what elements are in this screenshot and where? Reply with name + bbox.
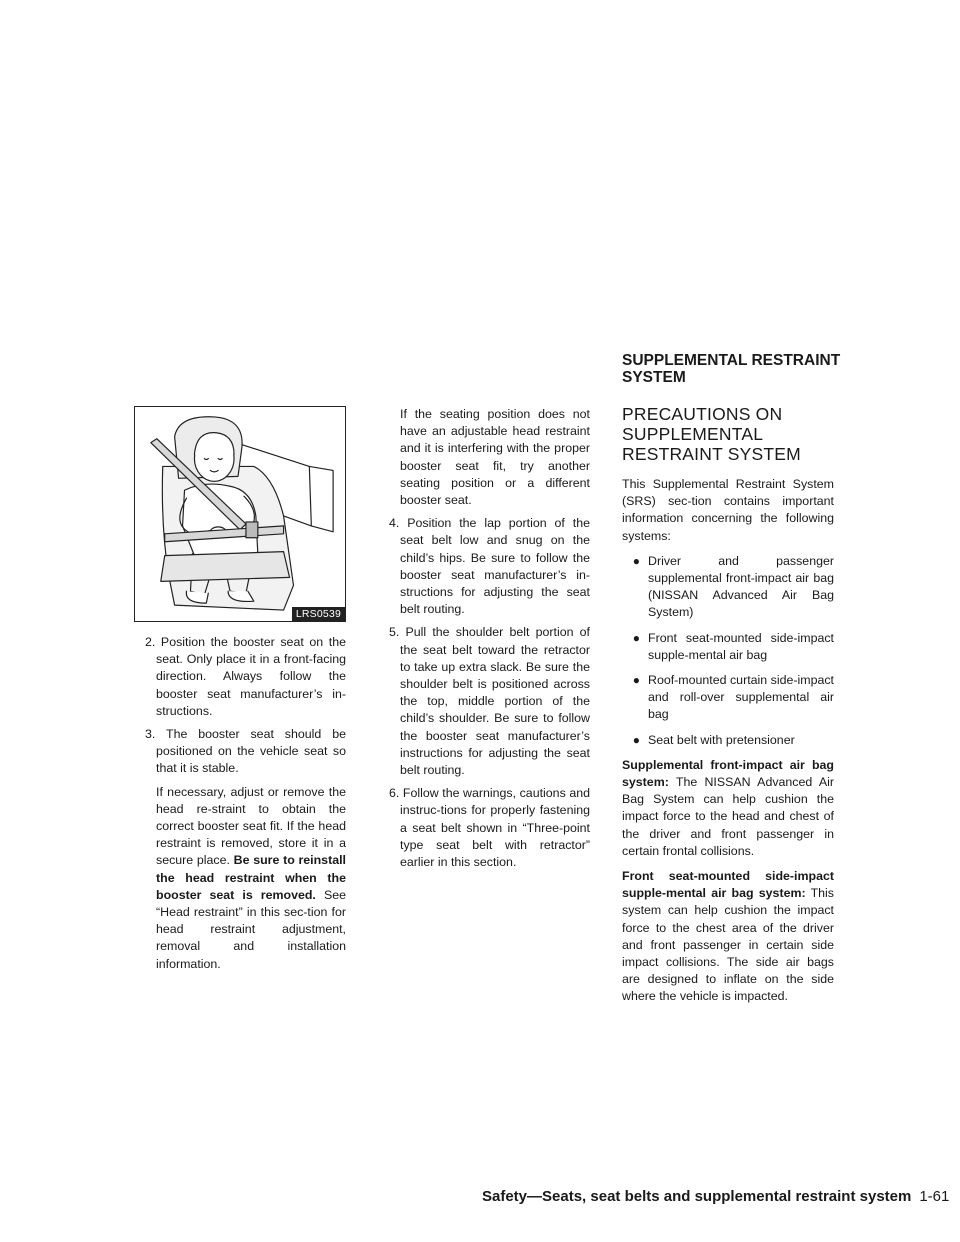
step-2 bbox=[134, 634, 346, 720]
bullet-text: Front seat-mounted side-impact supple-mental air bag bbox=[648, 630, 834, 662]
step-6 bbox=[378, 785, 590, 871]
step-2-text: 2. Position the booster seat on the seat. Only place it in a front-facing direction. Always follow the booster seat manufacturer’s in-structions. bbox=[145, 635, 346, 718]
precautions-heading: PRECAUTIONS ON SUPPLEMENTAL RESTRAINT SYSTEM bbox=[622, 404, 801, 464]
column-3 bbox=[622, 404, 834, 1006]
side-airbag-title: Front seat-mounted side-impact supple-mental air bag system: bbox=[622, 869, 834, 901]
column-2 bbox=[378, 406, 590, 877]
bullet-item bbox=[622, 553, 834, 622]
column-1 bbox=[134, 634, 346, 973]
bullet-text: Seat belt with pretensioner bbox=[648, 732, 795, 747]
side-airbag-paragraph bbox=[622, 868, 834, 1006]
step-5-text: 5. Pull the shoulder belt portion of the seat belt toward the retractor to take up extra slack. Be sure the shoulder belt is positioned across the top, middle portion of the child’s shoulder. Be sure to follow the booster seat manufacturer’s instructions for adjusting the seat belt routing. bbox=[389, 625, 590, 778]
srs-intro: This Supplemental Restraint System (SRS) sec-tion contains important information concerning the following systems: bbox=[622, 477, 834, 543]
footer-title: Safety—Seats, seat belts and supplemental restraint system bbox=[482, 1188, 912, 1205]
front-airbag-text: The NISSAN Advanced Air Bag System can help cushion the impact force to the head and chest of the driver and front passenger in certain frontal collisions. bbox=[622, 775, 834, 858]
front-airbag-title: Supplemental front-impact air bag system: bbox=[622, 757, 834, 790]
child-booster-seat-drawing bbox=[135, 407, 345, 621]
step-3-detail bbox=[134, 784, 346, 973]
bullet-item bbox=[622, 630, 834, 664]
step-3-text: 3. The booster seat should be positioned on the vehicle seat so that it is stable. bbox=[145, 727, 346, 776]
bullet-item bbox=[622, 672, 834, 724]
step-3-detail-bold: Be sure to reinstall the head restraint when the booster seat is removed. bbox=[156, 853, 346, 902]
figure-label: LRS0539 bbox=[292, 607, 345, 621]
page-number: 1-61 bbox=[919, 1188, 950, 1205]
step-3-detail-a: If necessary, adjust or remove the head re-straint to obtain the correct booster seat fit. If the head restraint is removed, store it in a secure place. bbox=[156, 784, 346, 868]
step-3-detail-b: See “Head restraint” in this sec-tion for head restraint adjustment, removal and installation information. bbox=[156, 887, 346, 971]
bullet-text: Driver and passenger supplemental front-impact air bag (NISSAN Advanced Air Bag System) bbox=[648, 553, 834, 620]
step-4-text: 4. Position the lap portion of the seat belt low and snug on the child’s hips. Be sure to follow the booster seat manufacturer’s in-structions for adjusting the seat belt routing. bbox=[389, 516, 590, 617]
bullet-dot-icon: ● bbox=[632, 553, 640, 568]
front-airbag-paragraph bbox=[622, 757, 834, 860]
bullet-dot-icon: ● bbox=[632, 673, 640, 688]
bullet-text: Roof-mounted curtain side-impact and roll-over supplemental air bag bbox=[648, 673, 834, 722]
step-4 bbox=[378, 515, 590, 618]
bullet-dot-icon: ● bbox=[632, 732, 640, 747]
step-6-text: 6. Follow the warnings, cautions and instruc-tions for properly fastening a seat belt shown in “Three-point type seat belt with retractor” earlier in this section. bbox=[389, 786, 590, 870]
step-3-continued: If the seating position does not have an adjustable head restraint and it is interfering with the proper booster seat fit, try another seating position or a different booster seat. bbox=[400, 407, 590, 508]
side-airbag-text: This system can help cushion the impact force to the chest area of the driver and front passenger in certain side impact collisions. The side air bags are designed to inflate on the side where the vehicle is impacted. bbox=[622, 886, 835, 1004]
section-heading: SUPPLEMENTAL RESTRAINT SYSTEM bbox=[622, 352, 841, 386]
bullet-item bbox=[622, 732, 834, 749]
page-footer bbox=[482, 1188, 950, 1205]
step-5 bbox=[378, 624, 590, 779]
bullet-dot-icon: ● bbox=[632, 630, 640, 645]
step-3 bbox=[134, 726, 346, 778]
booster-seat-illustration bbox=[134, 406, 346, 622]
